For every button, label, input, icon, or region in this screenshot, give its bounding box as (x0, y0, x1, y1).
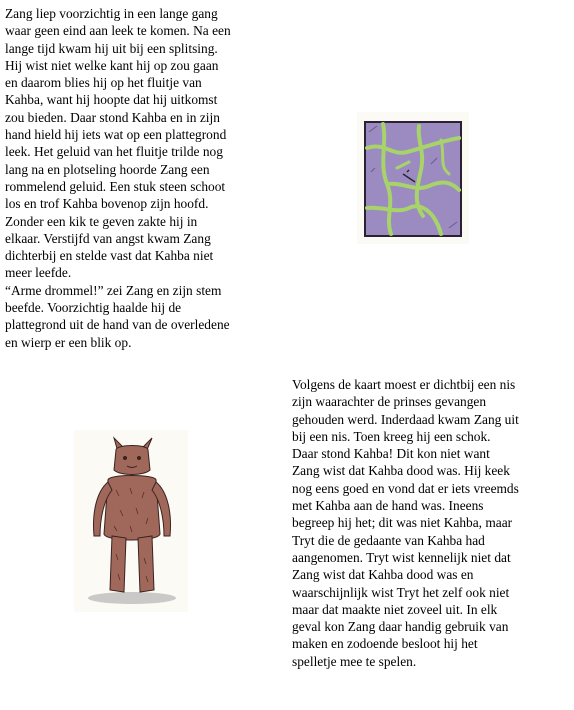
story-line: bij een nis. Toen kreeg hij een schok. (292, 428, 491, 444)
story-line: met Kahba aan de hand was. Ineens (292, 498, 484, 514)
story-line: zijn waarachter de prinses gevangen (292, 394, 487, 410)
story-line: meer leefde. (5, 265, 72, 281)
story-line: lange tijd kwam hij uit bij een splitsing. (5, 40, 218, 56)
map-drawing-icon (357, 112, 469, 244)
story-line: Zang wist dat Kahba dood was en (292, 567, 474, 583)
story-line: plattegrond uit de hand van de overledene (5, 317, 230, 333)
story-line: hand hield hij iets wat op een plattegrond (5, 127, 227, 143)
story-line: Tryt die de gedaante van Kahba had (292, 532, 485, 548)
story-line: zou bieden. Daar stond Kahba en in zijn (5, 109, 220, 125)
story-line: Daar stond Kahba! Dit kon niet want (292, 446, 490, 462)
story-line: Kahba, want hij hoopte dat hij uitkomst (5, 92, 218, 108)
story-line: Volgens de kaart moest er dichtbij een nis (292, 377, 516, 392)
story-line: geval kon Zang daar handig gebruik van (292, 619, 509, 635)
story-line: en wierp er een blik op. (5, 334, 132, 350)
map-illustration (357, 112, 469, 244)
story-line: waar geen eind aan leek te komen. Na een (5, 23, 231, 39)
story-line: begreep hij het; dit was niet Kahba, maar (292, 515, 513, 531)
story-line: rommelend geluid. Een stuk steen schoot (5, 178, 226, 194)
story-line: maar dat maakte niet zoveel uit. In elk (292, 601, 498, 617)
story-line: lang na en plotseling hoorde Zang een (5, 161, 210, 177)
story-line: Zang wist dat Kahba dood was. Hij keek (292, 463, 510, 479)
story-line: elkaar. Verstijfd van angst kwam Zang (5, 230, 211, 246)
creature-drawing-icon (74, 430, 188, 612)
story-line: leek. Het geluid van het fluitje trilde nog (5, 144, 223, 160)
story-line: maken en zodoende besloot hij het (292, 636, 478, 652)
creature-illustration (74, 430, 188, 612)
story-line: beefde. Voorzichtig haalde hij de (5, 300, 182, 316)
story-text-part-1 (5, 5, 231, 351)
story-line: “Arme drommel!” zei Zang en zijn stem (5, 282, 222, 298)
story-line: dichterbij en stelde vast dat Kahba niet (5, 248, 214, 264)
story-line: Zonder een kik te geven zakte hij in (5, 213, 198, 229)
story-text-part-2 (292, 376, 519, 670)
story-line: aangenomen. Tryt wist kennelijk niet dat (292, 549, 511, 565)
story-line: spelletje mee te spelen. (292, 653, 417, 669)
story-line: gehouden werd. Inderdaad kwam Zang uit (292, 411, 519, 427)
story-line: Zang liep voorzichtig in een lange gang (5, 6, 218, 21)
story-line: Hij wist niet welke kant hij op zou gaan (5, 57, 219, 73)
story-line: los en trof Kahba bovenop zijn hoofd. (5, 196, 209, 212)
story-line: nog eens goed en vond dat er iets vreemds (292, 480, 519, 496)
story-line: waarschijnlijk wist Tryt het zelf ook niet (292, 584, 510, 600)
story-line: en daarom blies hij op het fluitje van (5, 75, 202, 91)
